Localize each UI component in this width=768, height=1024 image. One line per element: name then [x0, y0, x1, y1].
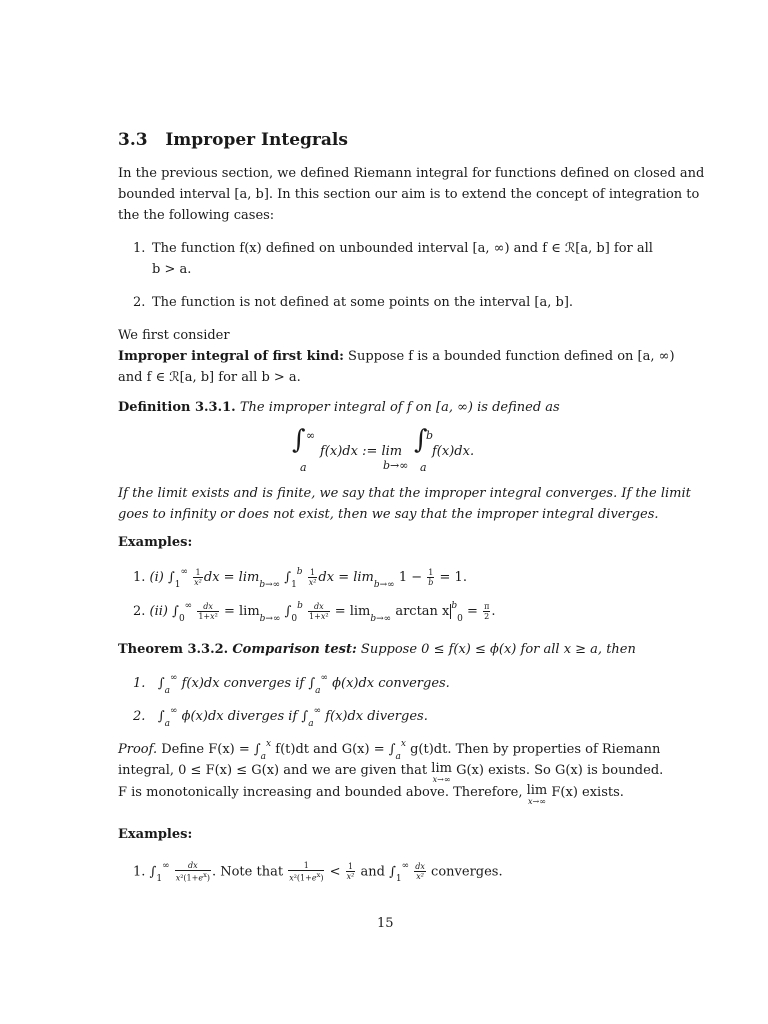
fraction-1-over-b: $\frac{1}{b}$	[428, 568, 434, 587]
integral-sign: ∫	[389, 864, 396, 880]
lim-sub: x→∞	[527, 797, 546, 806]
integral-lower-2: a	[420, 461, 427, 474]
theorem-item-2-number: 2.	[133, 709, 146, 724]
fraction-dx-over-1-plus-x2: $\frac{dx}{\text{1+x²}}$	[309, 602, 329, 621]
formula-rhs: f(x)dx.	[432, 444, 475, 459]
lim-sub: x→∞	[432, 775, 451, 784]
example-2-number: 2.	[133, 604, 146, 619]
definition	[118, 400, 560, 416]
lim-text: lim	[526, 783, 548, 798]
first-kind-line-1	[118, 349, 675, 365]
integral-lower: a	[315, 686, 321, 696]
integral-sign: ∫	[308, 676, 316, 691]
theorem-item-1	[133, 673, 450, 696]
proof-line-1	[118, 739, 661, 762]
integral-upper: ∞	[180, 567, 189, 577]
fraction-1-over-x2-1-plus-ex: $\frac{1}{x^2(1+e^x)}$	[289, 861, 324, 883]
lim-sub: b→∞	[370, 614, 392, 624]
lim-sub: b→∞	[259, 614, 281, 624]
first-kind-text-1: Suppose f is a bounded function defined on [a, ∞)	[343, 349, 675, 364]
integral-upper: ∞	[169, 673, 178, 683]
example-2-part-1: = lim	[223, 604, 260, 619]
integral-lower: a	[164, 719, 170, 729]
example-3-number: 1.	[133, 864, 146, 880]
integral-upper: ∞	[169, 706, 178, 716]
theorem-item-1-number: 1.	[133, 676, 146, 691]
example-1	[133, 567, 467, 590]
case-2-number: 2.	[133, 295, 146, 310]
integral-upper-2: b	[426, 429, 434, 442]
integral-lower: 1	[156, 874, 163, 885]
example-1-label: (i)	[149, 570, 164, 585]
fraction-pi-over-2: $\frac{\pi}{2}$	[484, 602, 490, 621]
integral-lower: a	[164, 686, 170, 696]
example-3-b: <	[329, 864, 341, 880]
integral-upper: ∞	[313, 706, 322, 716]
proof-label: Proof.	[118, 742, 158, 757]
example-3	[133, 861, 503, 883]
proof-line-3	[118, 785, 624, 806]
example-1-part-4: = 1.	[439, 570, 467, 585]
formula-lhs: f(x)dx := lim	[320, 444, 403, 459]
integral-upper: x	[266, 739, 272, 749]
fraction-1-over-x2: $\frac{1}{\text{x²}}$	[194, 568, 202, 587]
integral-sign: ∫	[157, 676, 165, 691]
integral-sign: ∫	[172, 604, 179, 619]
proof-line-3-b: F(x) exists.	[551, 785, 624, 800]
limit-x-to-infinity	[527, 785, 548, 806]
integral-sign: ∫	[388, 742, 396, 757]
integral-lower: 0	[178, 614, 185, 624]
examples-heading-1: Examples:	[118, 535, 193, 550]
example-3-a: . Note that	[211, 864, 284, 880]
case-1-line-2: b > a.	[152, 262, 192, 277]
integral-upper: x	[400, 739, 406, 749]
integral-upper: b	[297, 601, 303, 611]
example-1-part-1: dx = lim	[203, 570, 260, 585]
examples-heading-2: Examples:	[118, 827, 193, 842]
example-2: 2. (ii) $\int_0^\infty$ $\frac{dx}{\text{1+x²}}$ = $\lim_{b\to\infty} \int_0^b$ $\frac{dx}{\text{1+x²}}$ = $\lim_{b\to\infty} \arctan x$ $^b_0$ = $\frac{\pi}{2}$ .	[133, 601, 496, 624]
example-1-number: 1.	[133, 570, 146, 585]
page-number: 15	[377, 916, 394, 931]
proof-line-2-a: integral, 0 ≤ F(x) ≤ G(x) and we are given that	[118, 763, 428, 778]
theorem-item-2	[133, 706, 428, 729]
integral-sign: ∫	[157, 709, 165, 724]
theorem-item-2-a: ϕ(x)dx diverges if	[181, 709, 298, 724]
theorem-label: Theorem 3.3.2.	[118, 642, 229, 657]
example-2-part-4: =	[467, 604, 478, 619]
integral-sign-2: ∫	[414, 425, 428, 455]
integral-upper: ∞	[401, 861, 410, 872]
proof-line-2-b: G(x) exists. So G(x) is bounded.	[456, 763, 664, 778]
integral-sign: ∫	[301, 709, 309, 724]
integral-sign: ∫	[284, 604, 292, 619]
example-2-part-2: = lim	[334, 604, 371, 619]
definition-text: The improper integral of f on [a, ∞) is defined as	[239, 400, 560, 415]
integral-upper: ∞	[320, 673, 328, 683]
formula-lim-sub: b→∞	[383, 459, 409, 472]
case-2-line-1: The function is not defined at some points on the interval [a, b].	[152, 295, 574, 310]
fraction-1-over-x2: $\frac{1}{\text{x²}}$	[308, 568, 317, 587]
integral-lower: 1	[291, 580, 297, 590]
integral-upper: b	[296, 567, 303, 577]
lim-sub: b→∞	[259, 580, 281, 590]
proof-line-1-b: f(t)dt and G(x) =	[275, 742, 385, 757]
theorem-name: Comparison test:	[232, 642, 357, 657]
theorem	[118, 642, 636, 658]
example-3-d: converges.	[431, 864, 503, 880]
intro-line-1: In the previous section, we defined Riemann integral for functions defined on closed and	[118, 166, 705, 181]
integral-lower: a	[308, 719, 314, 729]
integral-sign: ∫	[149, 864, 157, 880]
integral-lower: 0	[291, 614, 298, 624]
section-title: Improper Integrals	[165, 130, 348, 150]
intro-line-3: the the following cases:	[118, 208, 275, 223]
theorem-item-1-a: f(x)dx converges if	[181, 676, 305, 691]
theorem-item-2-b: f(x)dx diverges.	[325, 709, 428, 724]
lim-sub: b→∞	[373, 580, 395, 590]
theorem-text: Suppose 0 ≤ f(x) ≤ ϕ(x) for all x ≥ a, then	[360, 642, 636, 657]
integral-lower: a	[260, 752, 267, 762]
section-heading	[118, 132, 348, 148]
case-1-number: 1.	[133, 241, 146, 256]
integral-lower: 1	[174, 580, 181, 590]
integral-sign: ∫	[253, 742, 261, 757]
theorem-item-1-b: ϕ(x)dx converges.	[332, 676, 450, 691]
first-kind-label: Improper integral of first kind:	[118, 349, 344, 364]
integral-lower-1: a	[300, 461, 307, 474]
integral-lower: a	[395, 752, 401, 762]
fraction-dx-over-x2: $\frac{dx}{\text{x²}}$	[415, 862, 425, 882]
example-1-part-2: dx = lim	[318, 570, 374, 585]
example-1-part-3: 1 −	[398, 570, 423, 585]
intro-line-2: bounded interval [a, b]. In this section our aim is to extend the concept of integration to	[118, 187, 700, 202]
example-2-part-3: arctan x	[395, 604, 450, 619]
case-1-line-1: The function f(x) defined on unbounded interval [a, ∞) and f ∈ ℛ[a, b] for all	[152, 241, 653, 256]
integral-sign-1: ∫	[292, 425, 306, 455]
integral-upper: ∞	[162, 861, 170, 872]
lim-text: lim	[431, 761, 452, 776]
proof-line-3-a: F is monotonically increasing and bounded above. Therefore,	[118, 785, 523, 800]
integral-upper-1: ∞	[306, 429, 316, 442]
integral-sign: ∫	[168, 570, 175, 585]
definition-after-2: goes to infinity or does not exist, then we say that the improper integral diverges.	[118, 507, 659, 522]
limit-x-to-infinity	[431, 763, 452, 784]
example-2-label: (ii)	[149, 604, 169, 619]
first-consider: We first consider	[118, 328, 230, 343]
definition-after-1: If the limit exists and is finite, we say that the improper integral converges. If the limit	[118, 486, 691, 501]
first-kind-line-2: and f ∈ ℛ[a, b] for all b > a.	[118, 370, 301, 385]
example-3-c: and	[360, 864, 385, 880]
proof-line-2	[118, 763, 663, 784]
integral-sign: ∫	[284, 570, 292, 585]
definition-label: Definition 3.3.1.	[118, 400, 236, 415]
evaluation-bar: $^b_0$	[451, 601, 463, 624]
integral-lower: 1	[395, 874, 402, 885]
proof-line-1-c: g(t)dt. Then by properties of Riemann	[410, 742, 661, 757]
fraction-dx-over-x2-1-plus-ex: $\frac{dx}{x^2(1+e^x)}$	[175, 861, 210, 883]
fraction-dx-over-1-plus-x2: $\frac{dx}{\text{1+x²}}$	[198, 602, 218, 621]
proof-line-1-a: Define F(x) =	[157, 742, 250, 757]
fraction-1-over-x2: $\frac{1}{\text{x²}}$	[346, 862, 355, 882]
section-number: 3.3	[118, 130, 148, 150]
integral-upper: ∞	[184, 601, 193, 611]
